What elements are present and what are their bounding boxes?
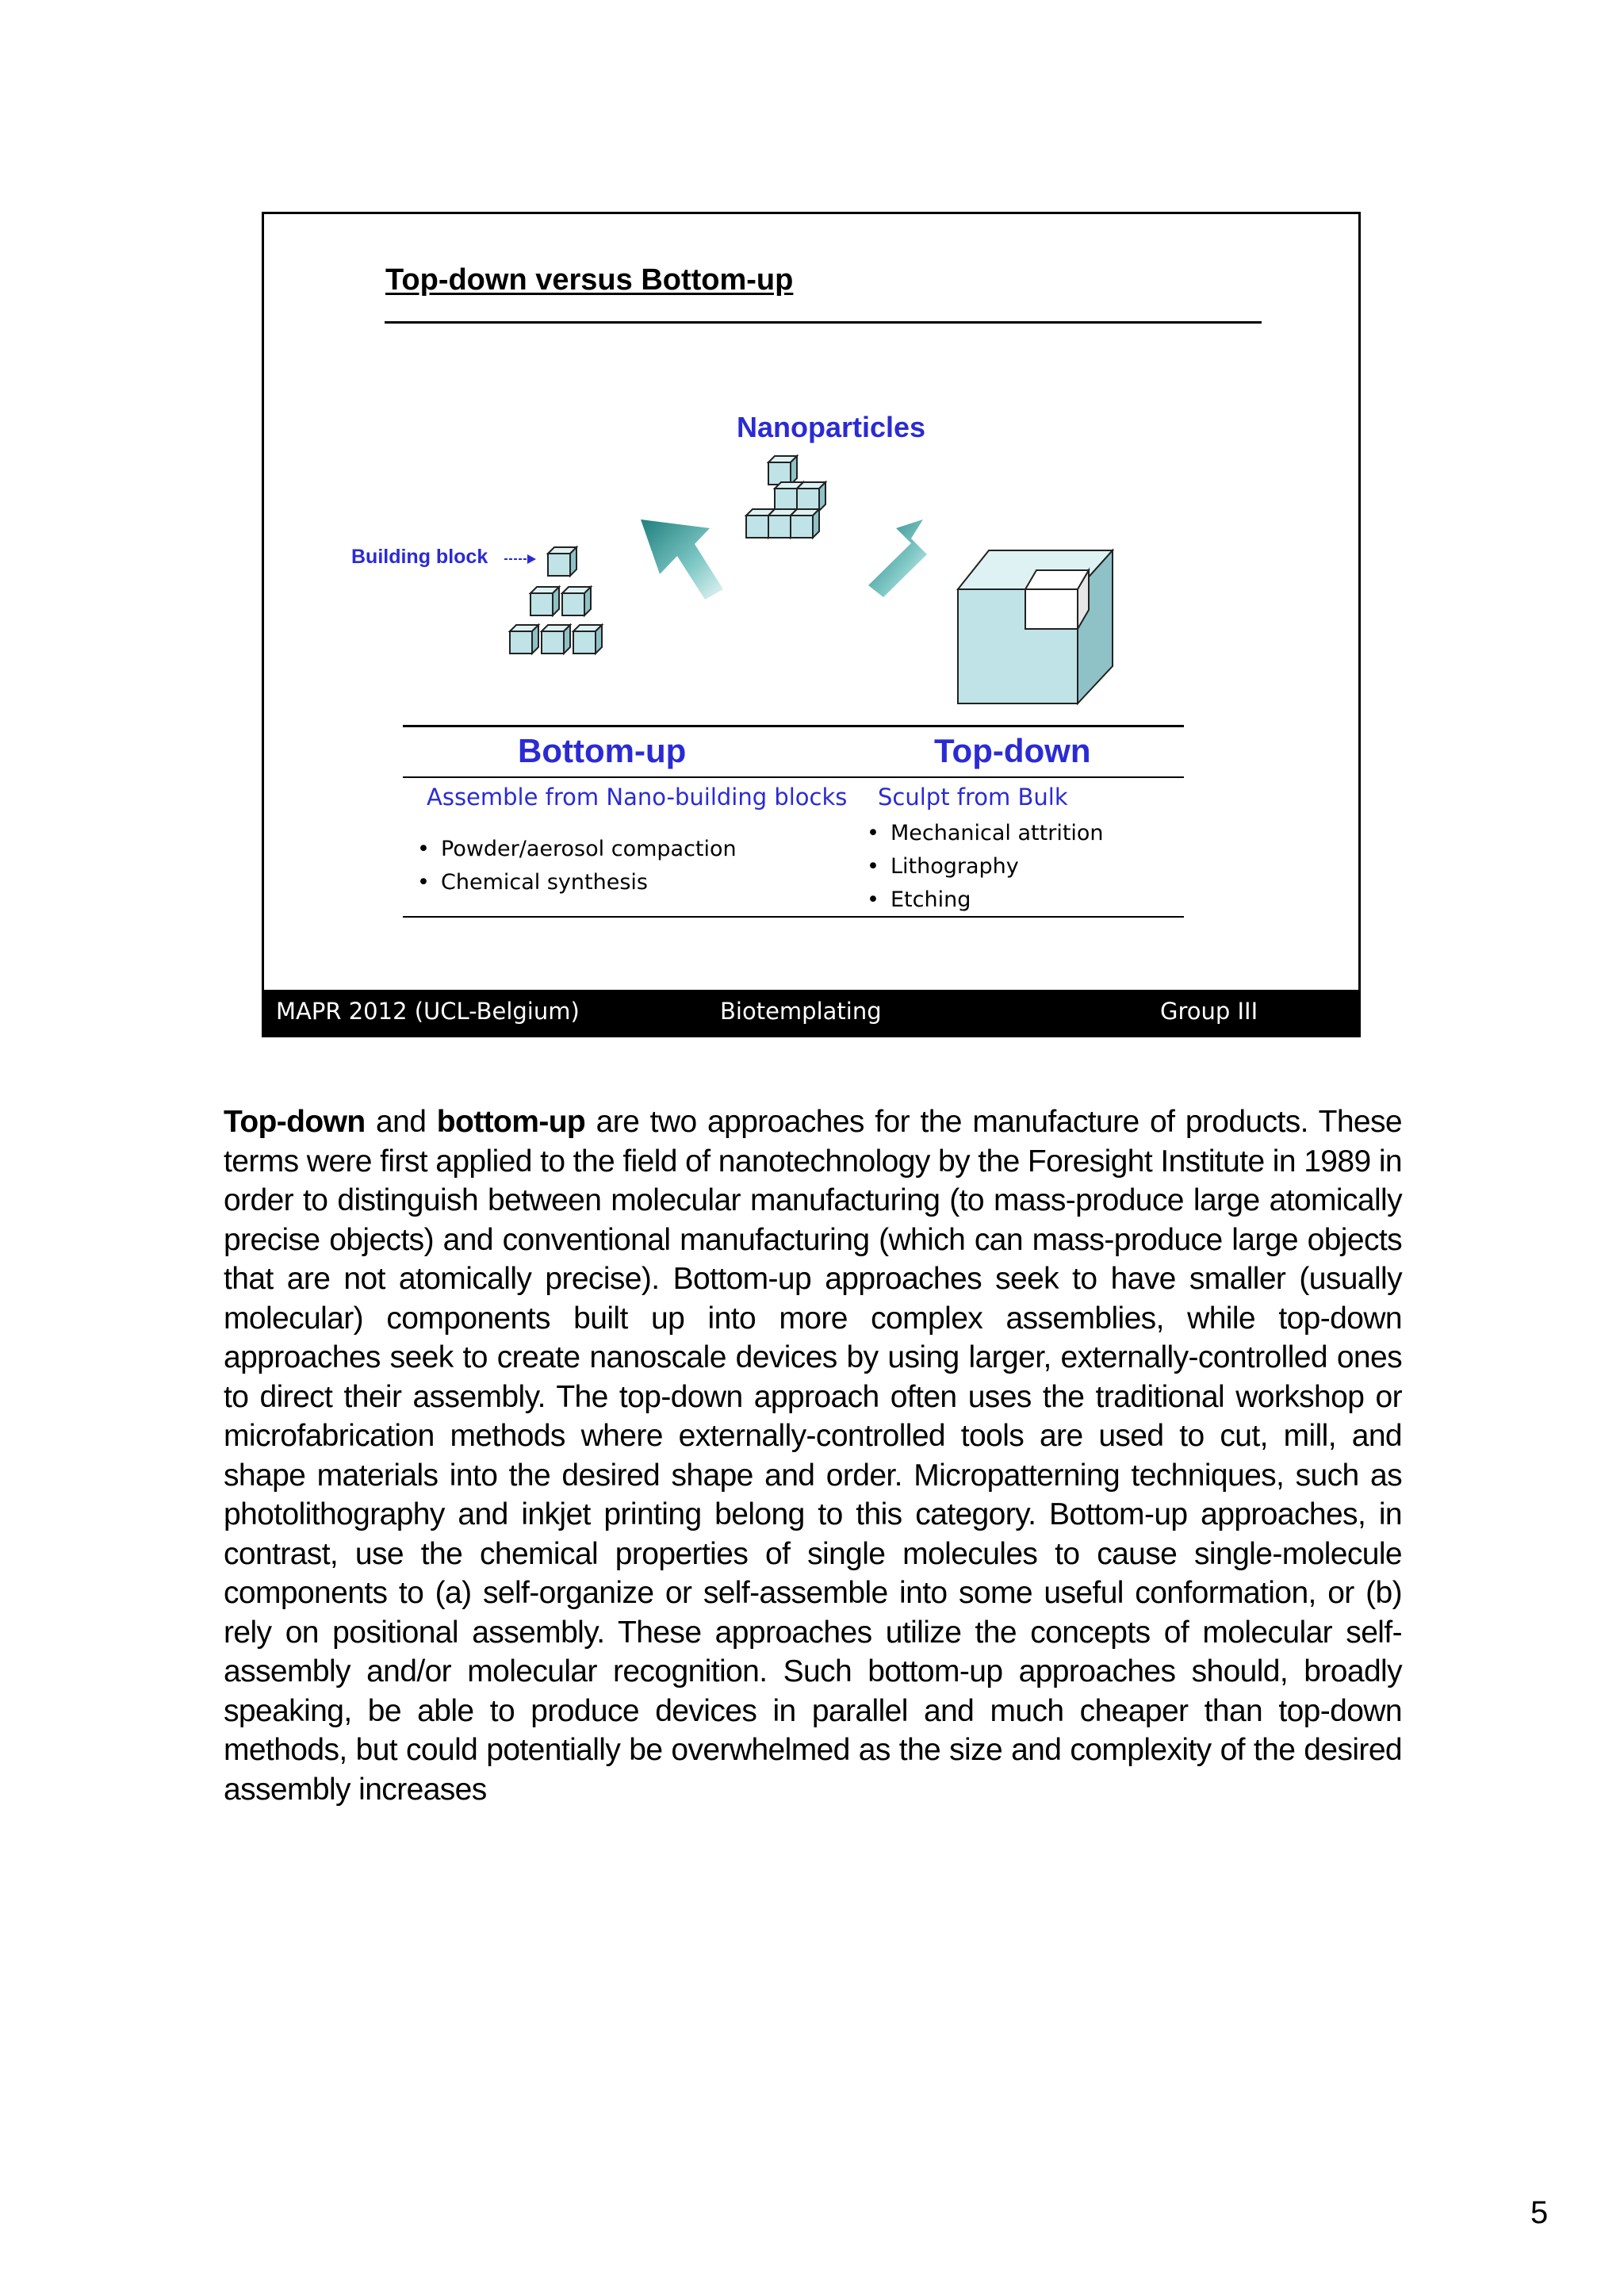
list-item: • Lithography [867, 850, 1104, 884]
footer-topic: Biotemplating [720, 998, 882, 1025]
slide-figure [262, 212, 1361, 1037]
table-header-rule [403, 776, 1184, 778]
paragraph-text: are two approaches for the manufacture of products. These terms were first applied to the field of nanotechnology by the Foresight Institute in 1989 in order to distinguish between molecular manufacturing (to mass-produce large atomically precise objects) and conventional manufacturing (which can mass-produce large objects that are not atomically precise). Bottom-up approaches seek to have smaller (usually molecular) components built up into more complex assemblies, while top-down approaches seek to create nanoscale devices by using larger, externally-controlled ones to direct their assembly. The top-down approach often uses the traditional workshop or microfabrication methods where externally-controlled tools are used to cut, mill, and shape materials into the desired shape and order. Micropatterning techniques, such as photolithography and inkjet printing belong to this category. Bottom-up approaches, in contrast, use the chemical properties of single molecules to cause single-molecule components to (a) self-organize or self-assemble into some useful conformation, or (b) rely on positional assembly. These approaches utilize the concepts of molecular self-assembly and/or molecular recognition. Such bottom-up approaches should, broadly speaking, be able to produce devices in parallel and much cheaper than top-down methods, but could potentially be overwhelmed as the size and complexity of the desired assembly increases [224, 1105, 1402, 1807]
top-down-subtitle: Sculpt from Bulk [878, 784, 1068, 811]
bottom-up-list [417, 833, 737, 899]
arrow-bottom-up-icon [641, 519, 723, 600]
conjunction: and [365, 1105, 437, 1139]
body-paragraph [224, 1102, 1402, 1809]
list-item: • Etching [867, 884, 1104, 917]
list-item: • Powder/aerosol compaction [417, 833, 737, 866]
nanoparticle-cluster [746, 456, 825, 538]
top-down-heading: Top-down [934, 732, 1091, 769]
nanoparticles-label: Nanoparticles [736, 411, 926, 443]
building-blocks-cluster [510, 547, 602, 654]
page-number: 5 [1530, 2195, 1549, 2230]
list-item: • Chemical synthesis [417, 866, 737, 899]
footer-course: MAPR 2012 (UCL-Belgium) [276, 998, 580, 1025]
table-bottom-rule [403, 916, 1184, 918]
top-down-list [867, 817, 1104, 917]
table-top-rule [403, 725, 1184, 727]
arrow-top-down-icon [868, 519, 927, 597]
bulk-cube-icon [958, 550, 1113, 703]
building-block-label: Building block [351, 546, 488, 568]
slide-title: Top-down versus Bottom-up [385, 263, 794, 297]
bottom-up-subtitle: Assemble from Nano-building blocks [427, 784, 848, 811]
term-top-down: Top-down [224, 1105, 366, 1139]
building-block-arrow-icon [504, 554, 536, 564]
bottom-up-heading: Bottom-up [518, 732, 687, 769]
footer-group: Group III [1160, 998, 1258, 1025]
list-item: • Mechanical attrition [867, 817, 1104, 850]
term-bottom-up: bottom-up [436, 1105, 586, 1139]
slide-footer [264, 990, 1358, 1035]
